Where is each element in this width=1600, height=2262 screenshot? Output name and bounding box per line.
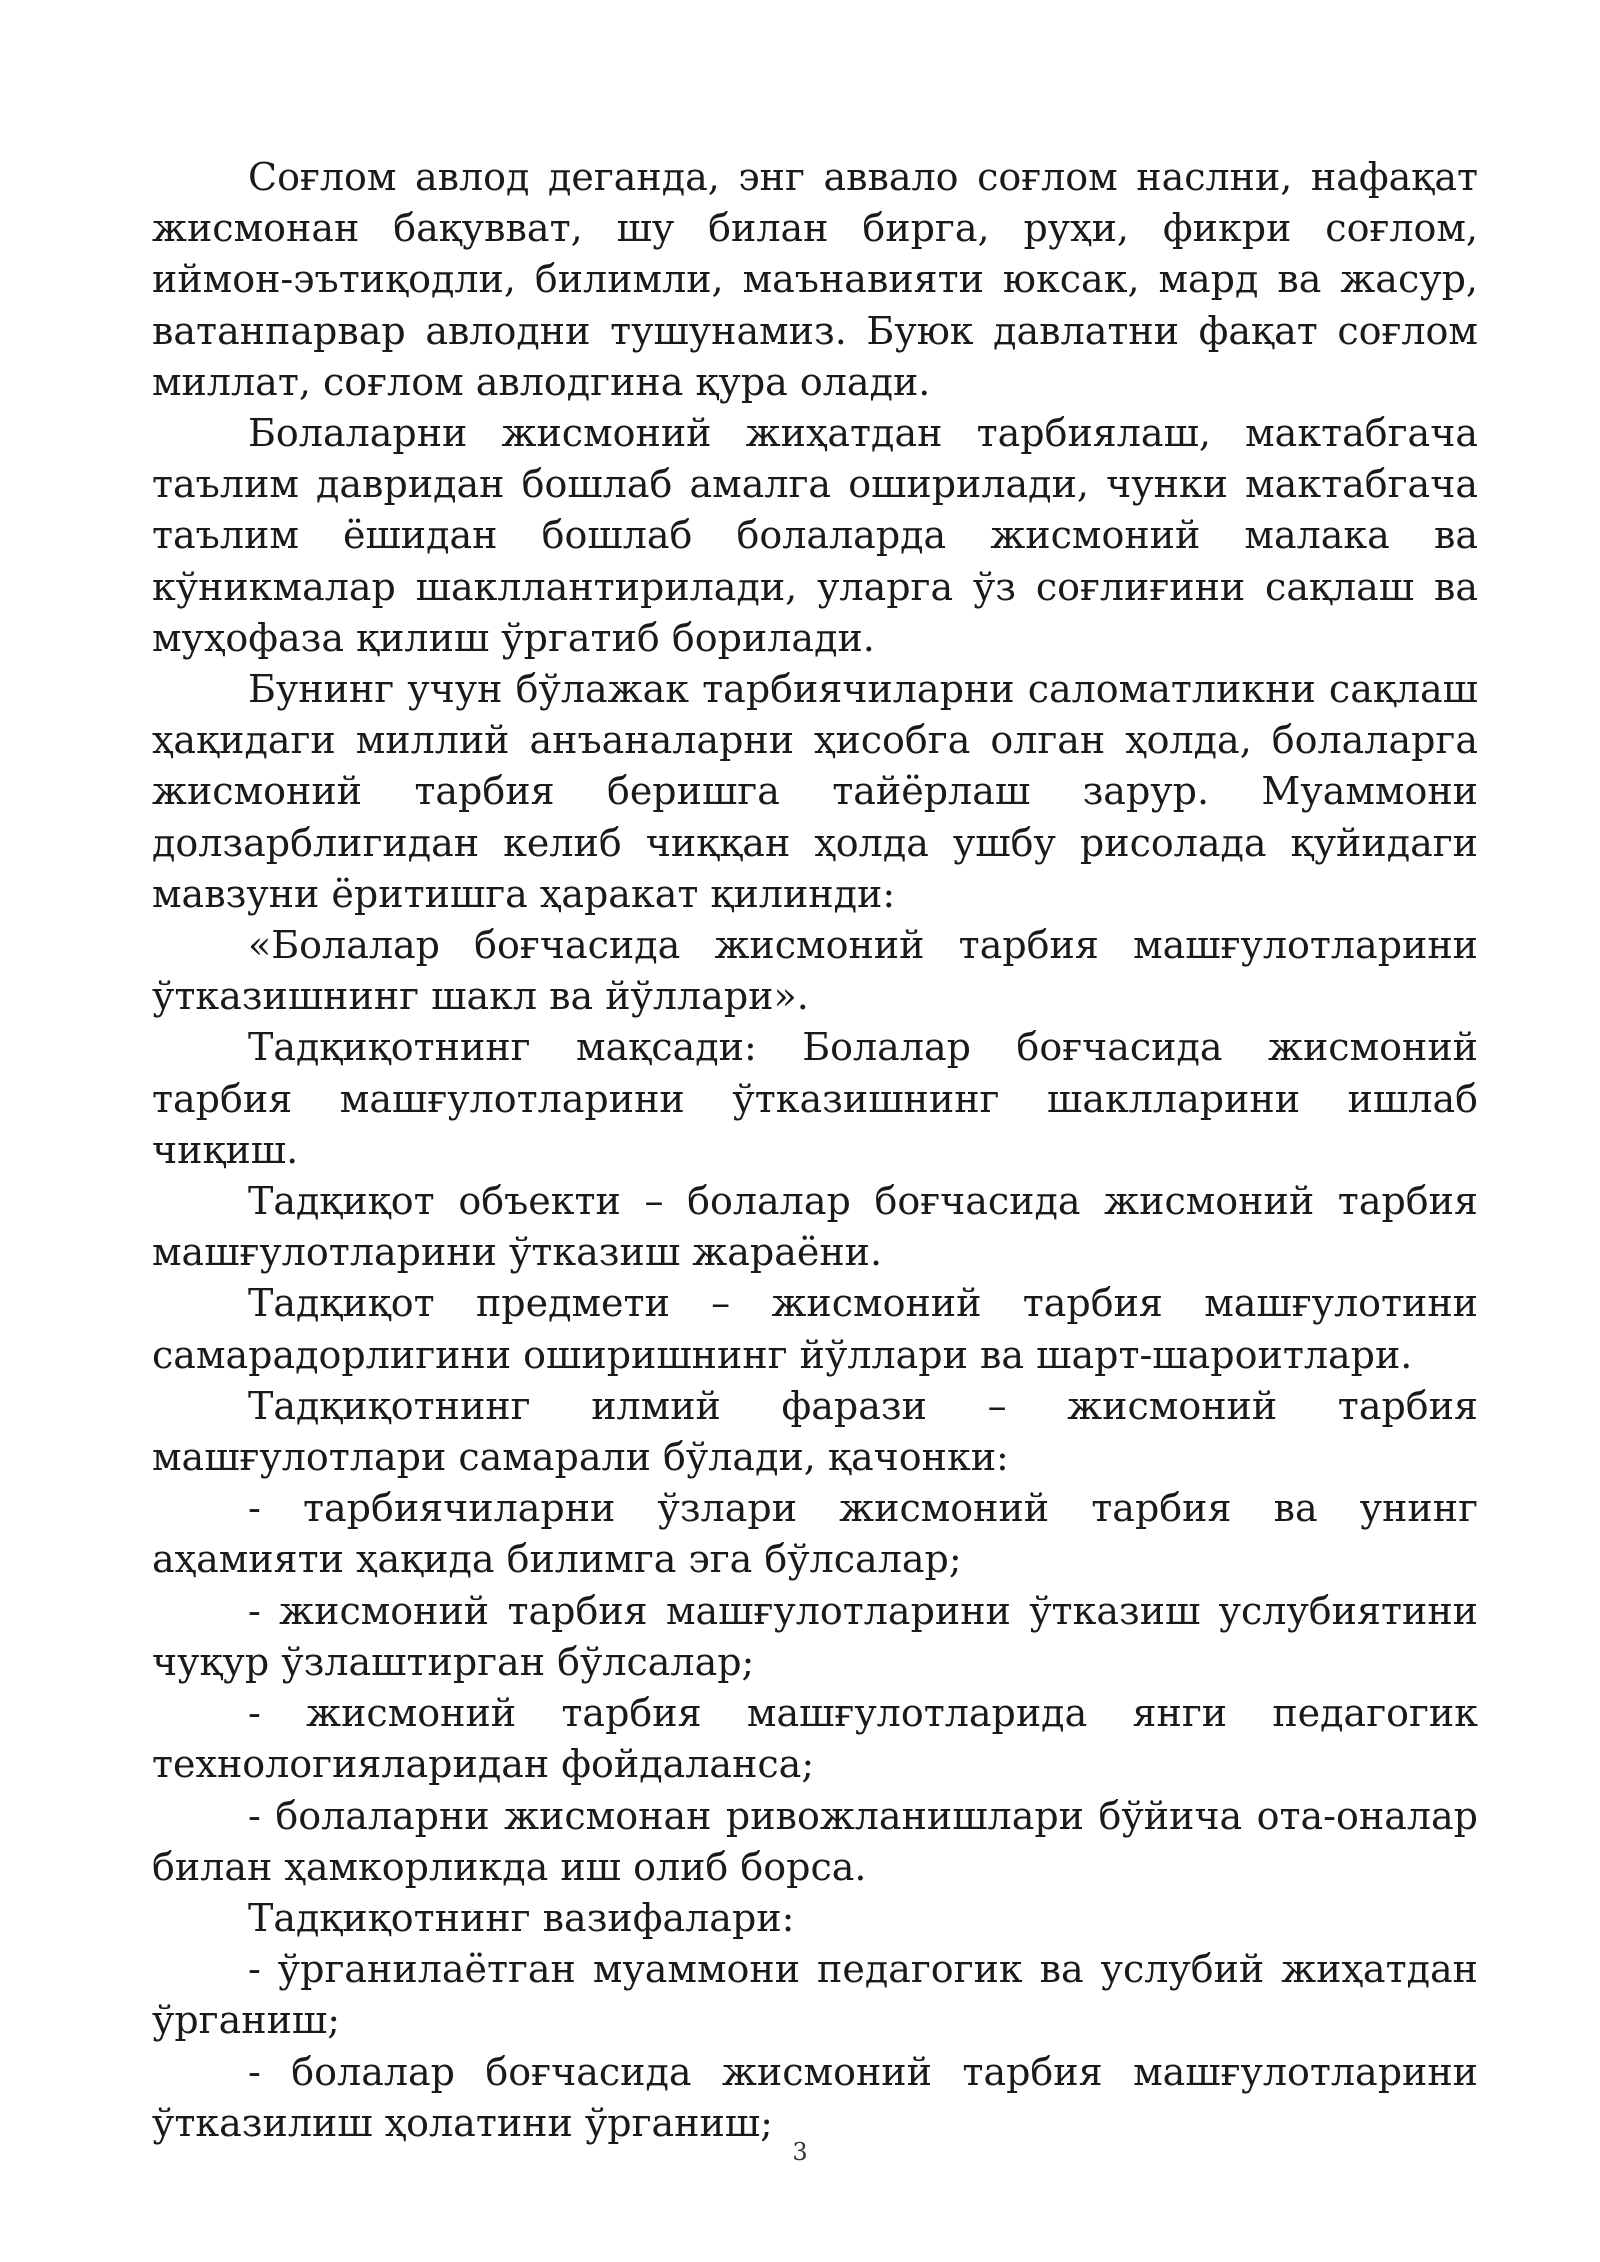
paragraph: Бунинг учун бўлажак тарбиячиларни саломатликни сақлаш ҳақидаги миллий анъаналарни ҳисобга олган ҳолда, болаларга жисмоний тарбия беришга тайёрлаш зарур. Муаммони долзарблигидан келиб чиққан ҳолда ушбу рисолада қуйидаги мавзуни ёритишга ҳаракат қилинди: <box>152 667 1478 916</box>
paragraph: Болаларни жисмоний жиҳатдан тарбиялаш, мактабгача таълим давридан бошлаб амалга оширилади, чунки мактабгача таълим ёшидан бошлаб болаларда жисмоний малака ва кўникмалар шакллантирилади, уларга ўз соғлиғини сақлаш ва муҳофаза қилиш ўргатиб борилади. <box>152 411 1478 660</box>
paragraph: Соғлом авлод деганда, энг аввало соғлом наслни, нафақат жисмонан бақувват, шу билан бирга, руҳи, фикри соғлом, иймон-эътиқодли, билимли, маънавияти юксак, мард ва жасур, ватанпарвар авлодни тушунамиз. Буюк давлатни фақат соғлом миллат, соғлом авлодгина қура олади. <box>152 155 1478 404</box>
list-item: - жисмоний тарбия машғулотларида янги педагогик технологияларидан фойдаланса; <box>152 1691 1478 1787</box>
body-text <box>152 152 1478 2149</box>
list-item: - болалар боғчасида жисмоний тарбия машғулотларини ўтказилиш ҳолатини ўрганиш; <box>152 2049 1478 2145</box>
paragraph: Тадқиқот объекти – болалар боғчасида жисмоний тарбия машғулотларини ўтказиш жараёни. <box>152 1179 1478 1275</box>
list-item: - болаларни жисмонан ривожланишлари бўйича ота-оналар билан ҳамкорликда иш олиб борса. <box>152 1793 1478 1889</box>
list-item: - жисмоний тарбия машғулотларини ўтказиш услубиятини чуқур ўзлаштирган бўлсалар; <box>152 1588 1478 1684</box>
paragraph: Тадқиқотнинг илмий фарази – жисмоний тарбия машғулотлари самарали бўлади, қачонки: <box>152 1383 1478 1480</box>
paragraph: Тадқиқот предмети – жисмоний тарбия машғулотини самарадорлигини оширишнинг йўллари ва шарт-шароитлари. <box>152 1281 1478 1377</box>
paragraph: «Болалар боғчасида жисмоний тарбия машғулотларини ўтказишнинг шакл ва йўллари». <box>152 923 1478 1019</box>
list-item: - ўрганилаётган муаммони педагогик ва услубий жиҳатдан ўрганиш; <box>152 1947 1478 2043</box>
paragraph: Тадқиқотнинг мақсади: Болалар боғчасида жисмоний тарбия машғулотларини ўтказишнинг шаклларини ишлаб чиқиш. <box>152 1025 1478 1172</box>
paragraph: Тадқиқотнинг вазифалари: <box>248 1895 795 1940</box>
page-number: 3 <box>792 2138 808 2166</box>
list-item: - тарбиячиларни ўзлари жисмоний тарбия ва унинг аҳамияти ҳақида билимга эга бўлсалар; <box>152 1486 1478 1582</box>
